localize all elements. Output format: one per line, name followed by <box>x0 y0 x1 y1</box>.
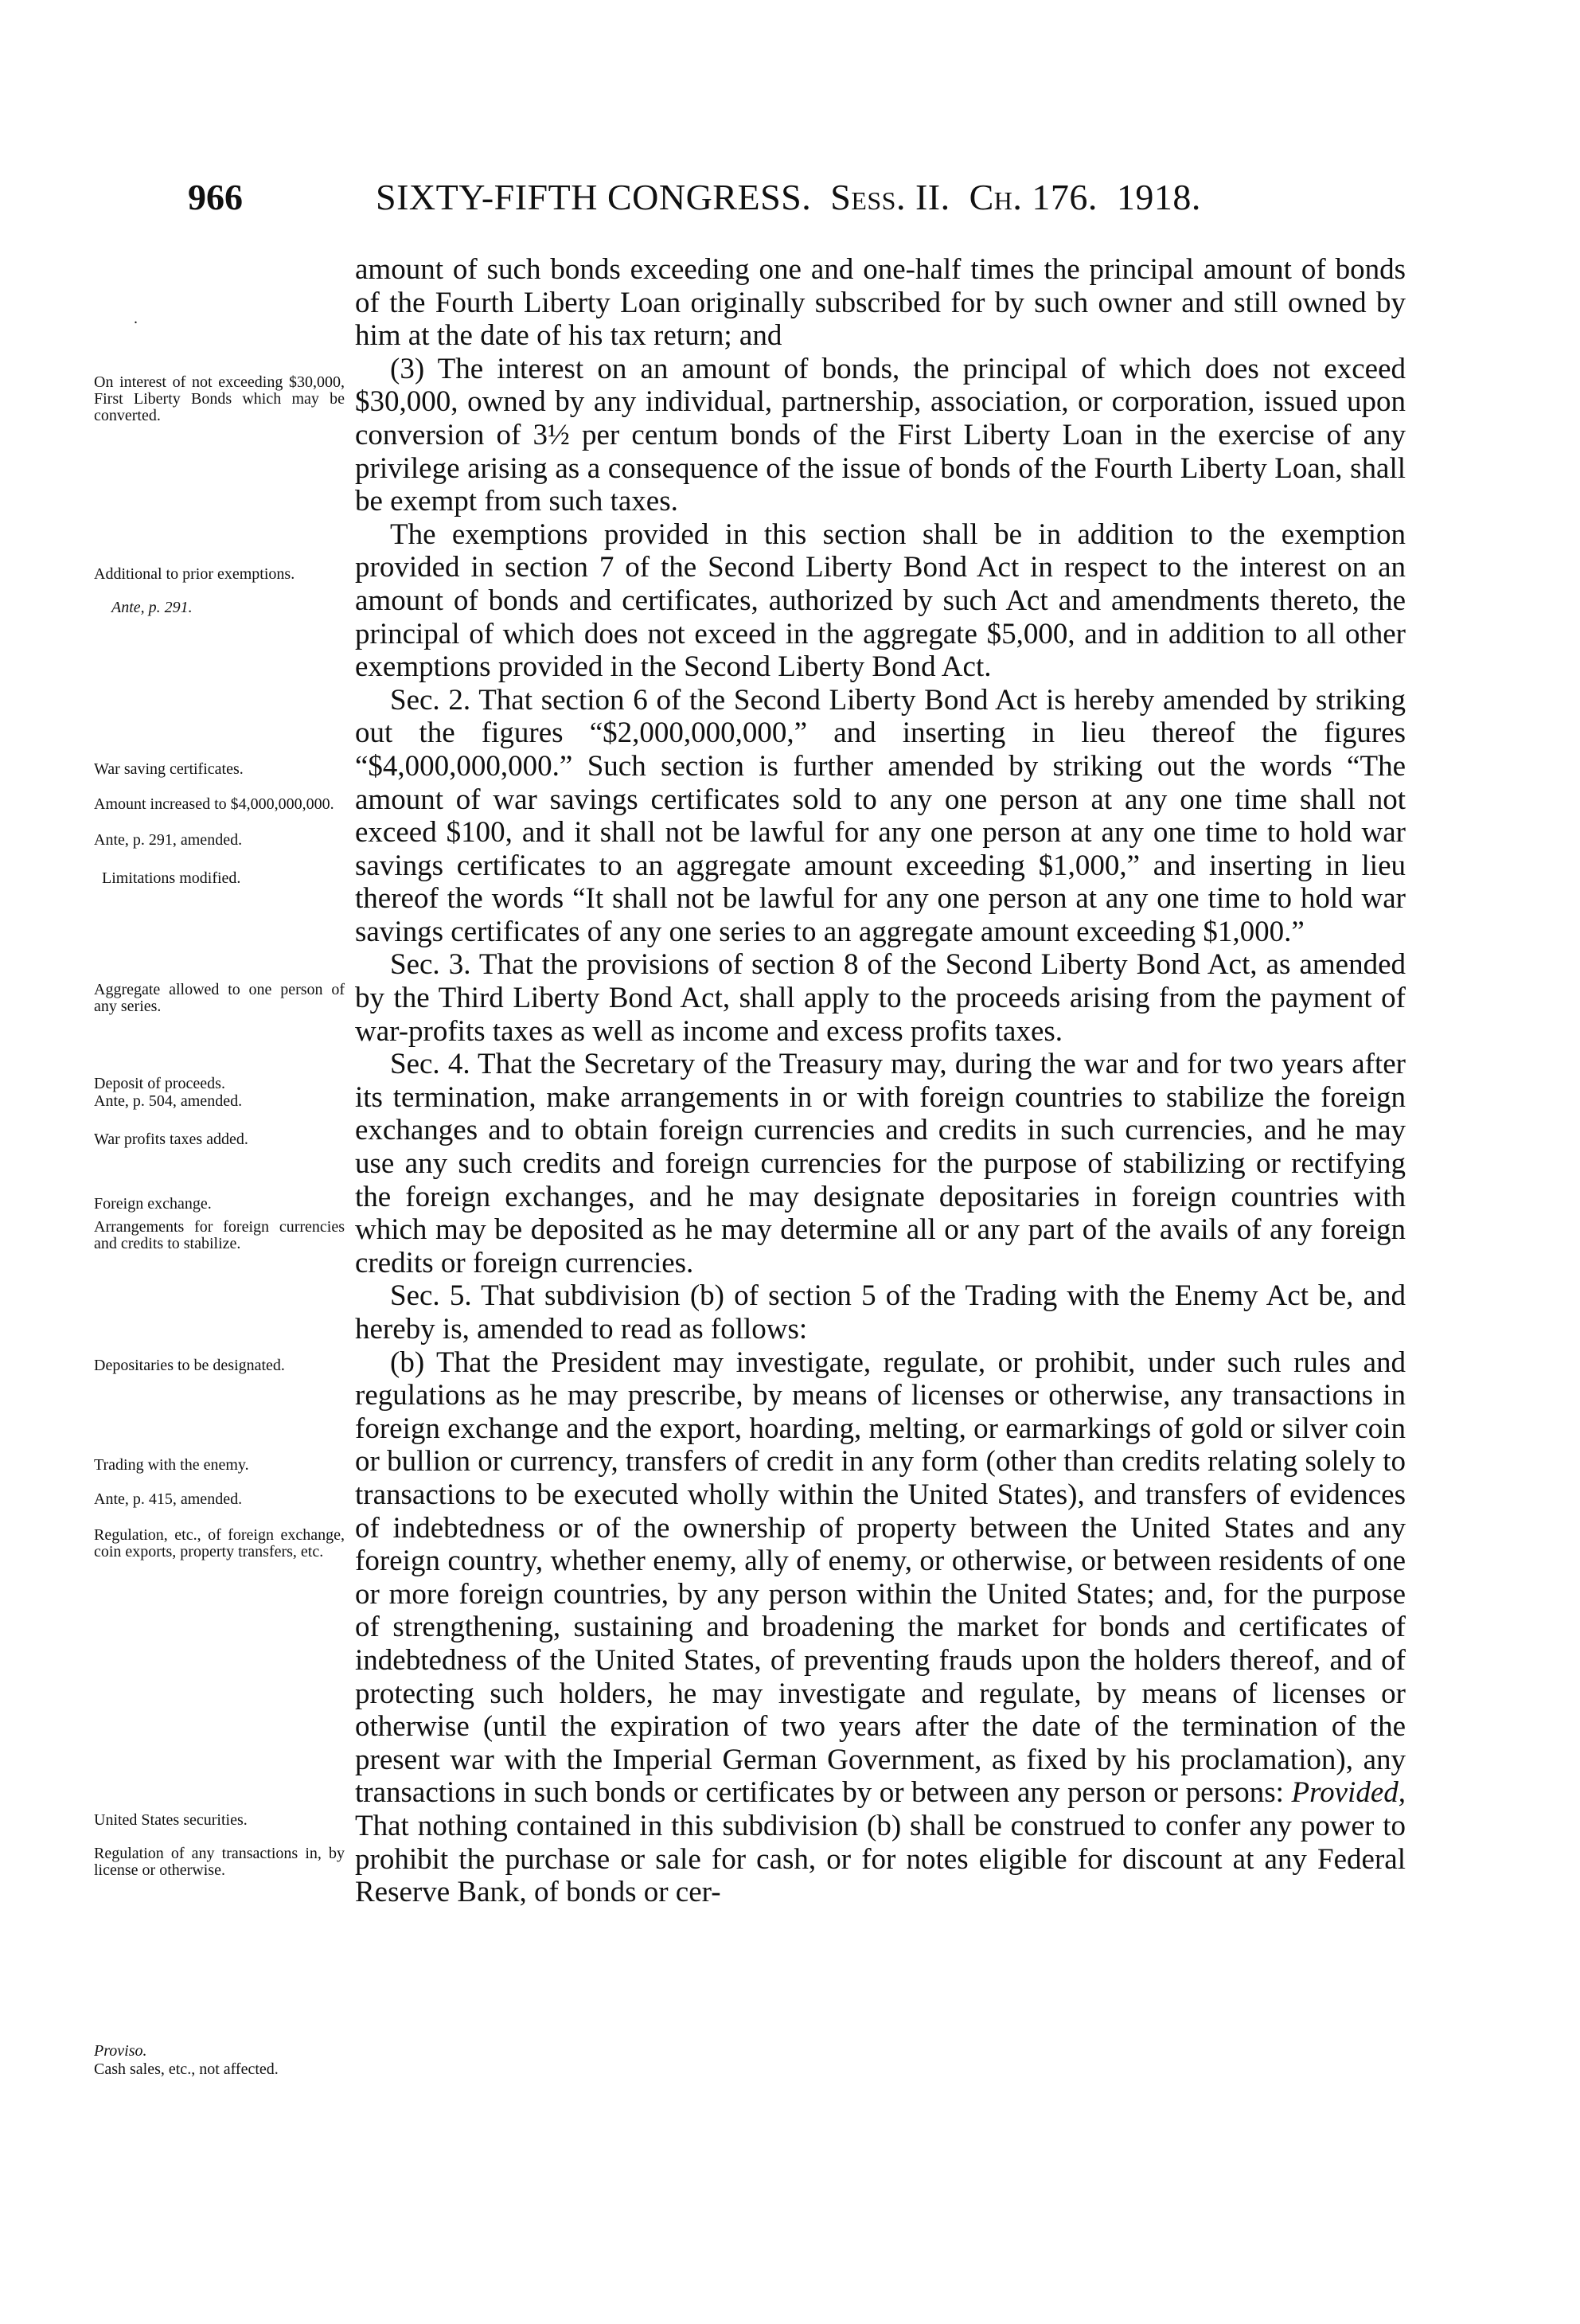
paragraph: Sec. 2. That section 6 of the Second Liberty Bond Act is hereby amended by striking out the figures “$2,000,000,000,” and inserting in lieu thereof the figures “$4,000,000,000.” Such section is further amended by striking out the words “The amount of war savings certificates sold to any one person at any one time shall not exceed $100, and it shall not be lawful for any one person at any one time to hold war savings certificates to an aggregate amount exceeding $1,000,” and inserting in lieu thereof the words “It shall not be lawful for any one person at any one time to hold war savings certificates of any one series to an aggregate amount exceeding $1,000.” <box>355 683 1406 948</box>
running-header <box>188 174 1406 221</box>
paragraph: Sec. 5. That subdivision (b) of section 5 of the Trading with the Enemy Act be, and hereby is, amended to read as follows: <box>355 1279 1406 1346</box>
sidenote: War profits taxes added. <box>94 1131 248 1148</box>
paragraph: (3) The interest on an amount of bonds, the principal of which does not exceed $30,000, owned by any individual, partnership, association, or corporation, issued upon conversion of 3½ per centum bonds of the First Liberty Loan in the exercise of any privilege arising as a consequence of the issue of bonds of the Fourth Liberty Loan, shall be exempt from such taxes. <box>355 352 1406 518</box>
running-title <box>376 174 1201 221</box>
sidenote: Cash sales, etc., not affected. <box>94 2060 279 2078</box>
year-label: 1918. <box>1116 177 1201 217</box>
sidenote: Foreign exchange. <box>94 1195 212 1213</box>
paragraph: Sec. 4. That the Secretary of the Treasury may, during the war and for two years after its termination, make arrangements in or with foreign countries to stabilize the foreign exchanges and to obtain foreign currencies and credits in such currencies, and he may use any such credits and foreign currencies for the purpose of stabilizing or rectifying the foreign exchanges, and he may designate depositaries in foreign countries with which may be deposited as he may determine all or any part of the avails of any foreign credits or foreign currencies. <box>355 1048 1406 1279</box>
sidenote: War saving certificates. <box>94 760 244 778</box>
paragraph: Sec. 3. That the provisions of section 8 of the Second Liberty Bond Act, as amended by the Third Liberty Bond Act, shall apply to the proceeds arising from the payment of war-profits taxes as well as income and excess profits taxes. <box>355 948 1406 1048</box>
page-number: 966 <box>188 177 243 217</box>
paragraph <box>355 1346 1406 1909</box>
sidenote: On interest of not exceeding $30,000, First Liberty Bonds which may be converted. <box>94 373 345 424</box>
sidenote: United States securities. <box>94 1811 248 1829</box>
sidenote: Ante, p. 415, amended. <box>94 1490 243 1508</box>
sidenote: Ante, p. 504, amended. <box>94 1092 243 1110</box>
paragraph-text: That nothing contained in this subdivision (b) shall be construed to confer any power to prohibit the purchase or sale for cash, or for notes eligible for discount at any Federal Reserve Bank, of bonds or cer- <box>355 1809 1406 1909</box>
paragraph-text: (b) That the President may investigate, regulate, or prohibit, under such rules and regulations as he may prescribe, by means of licenses or otherwise, any transactions in foreign exchange and the export, hoarding, melting, or earmarkings of gold or silver coin or bullion or currency, transfers of credit in any form (other than credits relating solely to transactions to be executed wholly within the United States), and transfers of evidences of indebtedness or of the ownership of property between the United States and any foreign country, whether enemy, ally of enemy, or otherwise, or between residents of one or more foreign countries, by any person within the United States; and, for the purpose of strengthening, sustaining and broadening the market for bonds and certificates of indebtedness of the United States, of preventing frauds upon the holders thereof, and of protecting such holders, he may investigate and regulate, by means of licenses or otherwise (until the expiration of two years after the date of the termination of the present war with the Imperial German Government, as fixed by his proclamation), any transactions in such bonds or certificates by or between any person or persons: <box>355 1346 1406 1810</box>
proviso-label: Provided, <box>1291 1776 1406 1810</box>
sidenote: Trading with the enemy. <box>94 1456 249 1474</box>
stray-mark: . <box>134 310 138 327</box>
sidenote: Ante, p. 291, amended. <box>94 831 243 849</box>
sidenote: Depositaries to be designated. <box>94 1357 285 1374</box>
paragraph: amount of such bonds exceeding one and one-half times the principal amount of bonds of the Fourth Liberty Loan originally subscribed for by such owner and still owned by him at the date of his tax return; and <box>355 253 1406 353</box>
sidenote: Amount increased to $4,000,000,000. <box>94 795 334 813</box>
sidenote: Regulation, etc., of foreign exchange, coin exports, property transfers, etc. <box>94 1526 345 1560</box>
sidenote: Additional to prior exemptions. <box>94 565 295 583</box>
sidenote: Limitations modified. <box>102 869 241 887</box>
sidenote: Proviso. <box>94 2042 147 2060</box>
sidenote: Regulation of any transactions in, by license or otherwise. <box>94 1845 345 1879</box>
session-label: Sess. II. <box>830 177 950 217</box>
sidenote: Aggregate allowed to one person of any series. <box>94 981 345 1015</box>
sidenote: Deposit of proceeds. <box>94 1075 225 1092</box>
congress-title: SIXTY-FIFTH CONGRESS. <box>376 177 812 217</box>
statute-body <box>355 253 1406 1909</box>
sidenote: Ante, p. 291. <box>111 599 193 616</box>
sidenote: Arrangements for foreign currencies and credits to stabilize. <box>94 1218 345 1252</box>
paragraph: The exemptions provided in this section shall be in addition to the exemption provided in section 7 of the Second Liberty Bond Act in respect to the interest on an amount of bonds and certificates, authorized by such Act and amendments thereto, the principal of which does not exceed in the aggregate $5,000, and in addition to all other exemptions provided in the Second Liberty Bond Act. <box>355 518 1406 684</box>
chapter-label: Ch. 176. <box>969 177 1098 217</box>
